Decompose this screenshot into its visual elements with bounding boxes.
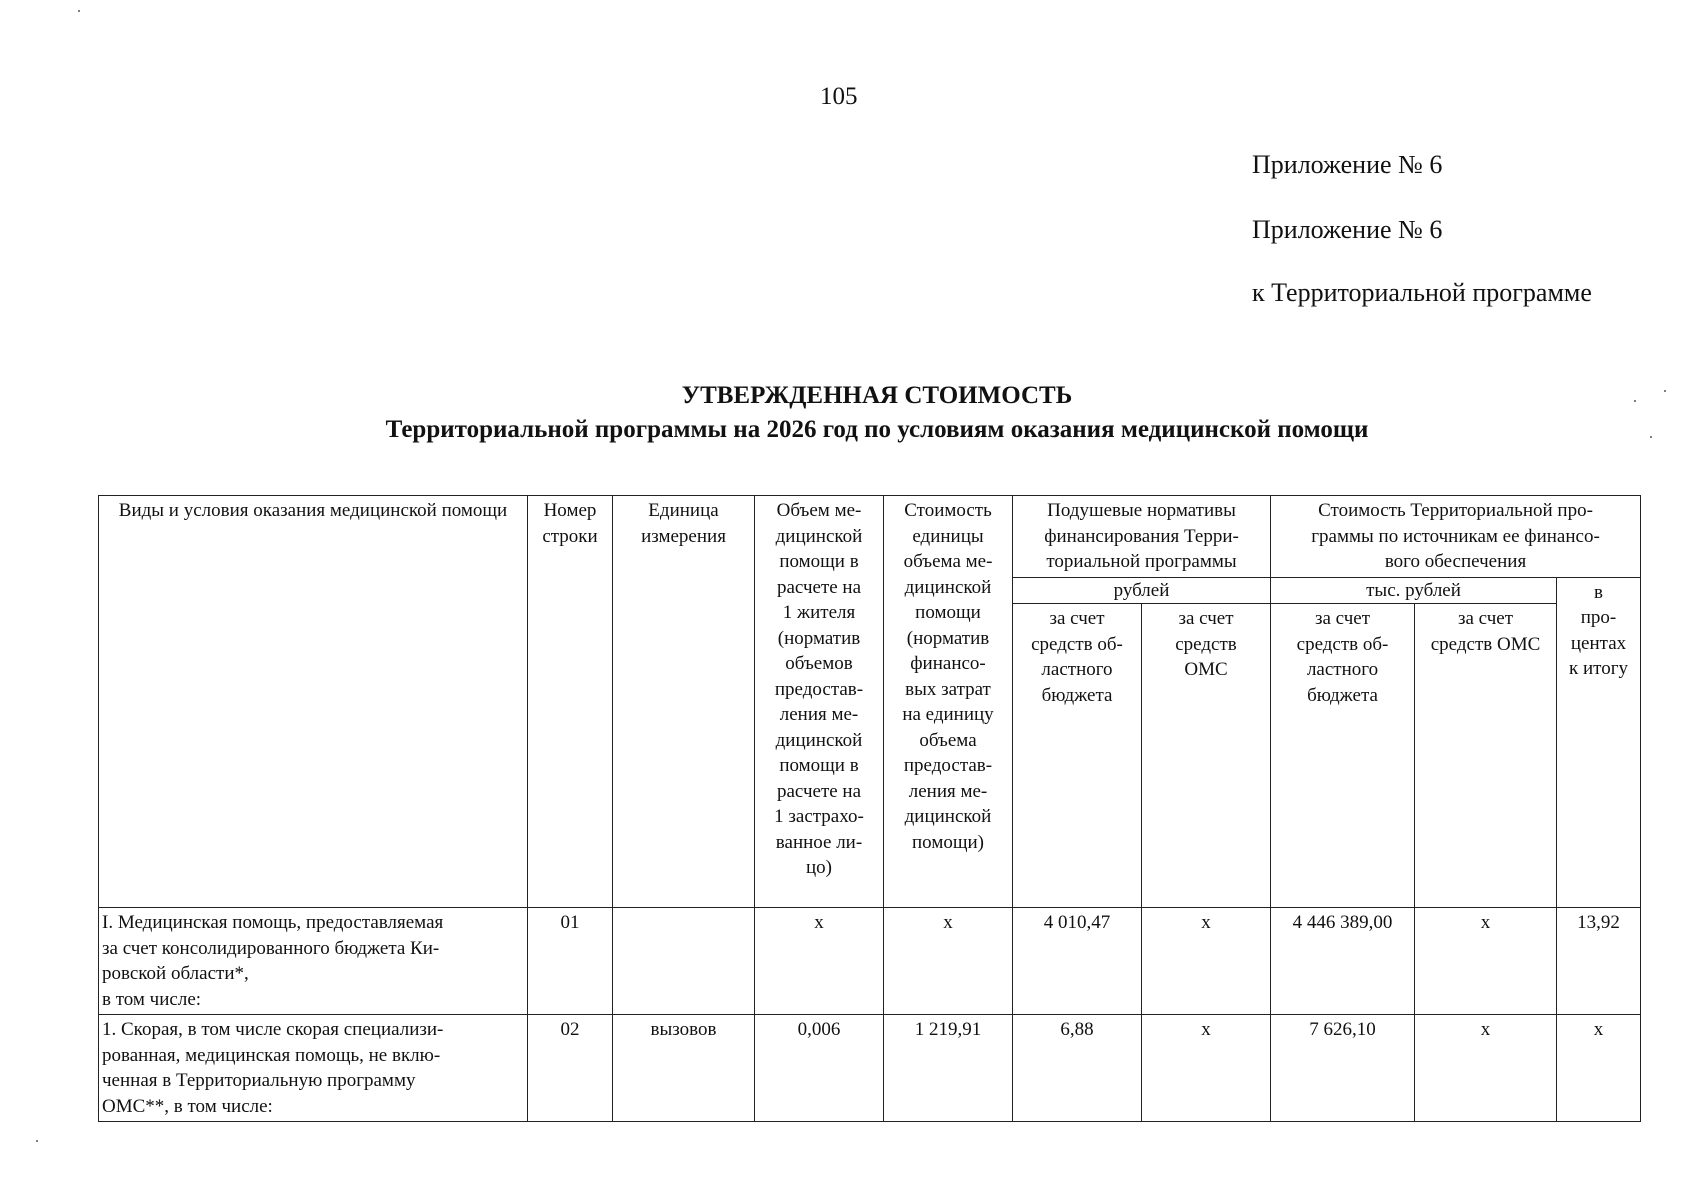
row-unit-cost: 1 219,91: [884, 1015, 1013, 1122]
scan-speck: [1634, 400, 1636, 402]
row-name: 1. Скорая, в том числе скорая специализи- рованная, медицинская помощь, не вклю- ченная в Территориальную программу ОМС**, в том числе:: [99, 1015, 528, 1122]
scan-speck: [78, 10, 80, 12]
row-cost-oms: х: [1415, 908, 1557, 1015]
header-regional-budget-thousand: за счет средств об- ластного бюджета: [1271, 604, 1415, 908]
page-number: 105: [820, 83, 858, 110]
cost-table: [98, 495, 1641, 1122]
row-cost-regional: 4 446 389,00: [1271, 908, 1415, 1015]
header-unit-cost: Стоимость единицы объема ме- дицинской помощи (норматив финансо- вых затрат на единицу объема предостав- ления ме- дицинской помощи): [884, 496, 1013, 908]
header-row-number: Номер строки: [528, 496, 613, 908]
header-volume: Объем ме- дицинской помощи в расчете на 1 жителя (норматив объемов предостав- ления ме- дицинской помощи в расчете на 1 застрахо- ванное ли- цо): [755, 496, 884, 908]
header-types: Виды и условия оказания медицинской помощи: [99, 496, 528, 908]
appendix-line-2: Приложение № 6: [1252, 215, 1443, 244]
row-per-capita-regional: 4 010,47: [1013, 908, 1142, 1015]
appendix-line-1: Приложение № 6: [1252, 150, 1443, 179]
header-unit: Единица измерения: [613, 496, 755, 908]
header-cost-group: Стоимость Территориальной про- граммы по источникам ее финансо- вого обеспечения: [1271, 496, 1641, 578]
row-per-capita-regional: 6,88: [1013, 1015, 1142, 1122]
row-unit: [613, 908, 755, 1015]
header-per-capita-group: Подушевые нормативы финансирования Терри- ториальной программы: [1013, 496, 1271, 578]
row-volume: х: [755, 908, 884, 1015]
table-row: [99, 1015, 1641, 1122]
row-per-capita-oms: х: [1142, 908, 1271, 1015]
row-per-capita-oms: х: [1142, 1015, 1271, 1122]
row-percent: х: [1557, 1015, 1641, 1122]
row-number: 02: [528, 1015, 613, 1122]
row-unit: вызовов: [613, 1015, 755, 1122]
row-name: I. Медицинская помощь, предоставляемая за счет консолидированного бюджета Ки- ровской области*, в том числе:: [99, 908, 528, 1015]
row-cost-oms: х: [1415, 1015, 1557, 1122]
scan-speck: [36, 1140, 38, 1142]
document-title: УТВЕРЖДЕННАЯ СТОИМОСТЬ: [681, 382, 1073, 409]
appendix-line-3: к Территориальной программе: [1252, 278, 1592, 307]
row-percent: 13,92: [1557, 908, 1641, 1015]
table-row: [99, 908, 1641, 1015]
header-oms-rub: за счет средств ОМС: [1142, 604, 1271, 908]
scan-speck: [1664, 390, 1666, 392]
scan-speck: [1650, 436, 1652, 438]
row-volume: 0,006: [755, 1015, 884, 1122]
row-number: 01: [528, 908, 613, 1015]
table-header-row: [99, 496, 1641, 578]
row-unit-cost: х: [884, 908, 1013, 1015]
row-cost-regional: 7 626,10: [1271, 1015, 1415, 1122]
header-regional-budget-rub: за счет средств об- ластного бюджета: [1013, 604, 1142, 908]
header-rubles: рублей: [1013, 577, 1271, 604]
document-subtitle: Территориальной программы на 2026 год по условиям оказания медицинской помощи: [385, 416, 1369, 443]
header-thousand-rubles: тыс. рублей: [1271, 577, 1557, 604]
header-oms-thousand: за счет средств ОМС: [1415, 604, 1557, 908]
header-percent: в про- центах к итогу: [1557, 577, 1641, 908]
